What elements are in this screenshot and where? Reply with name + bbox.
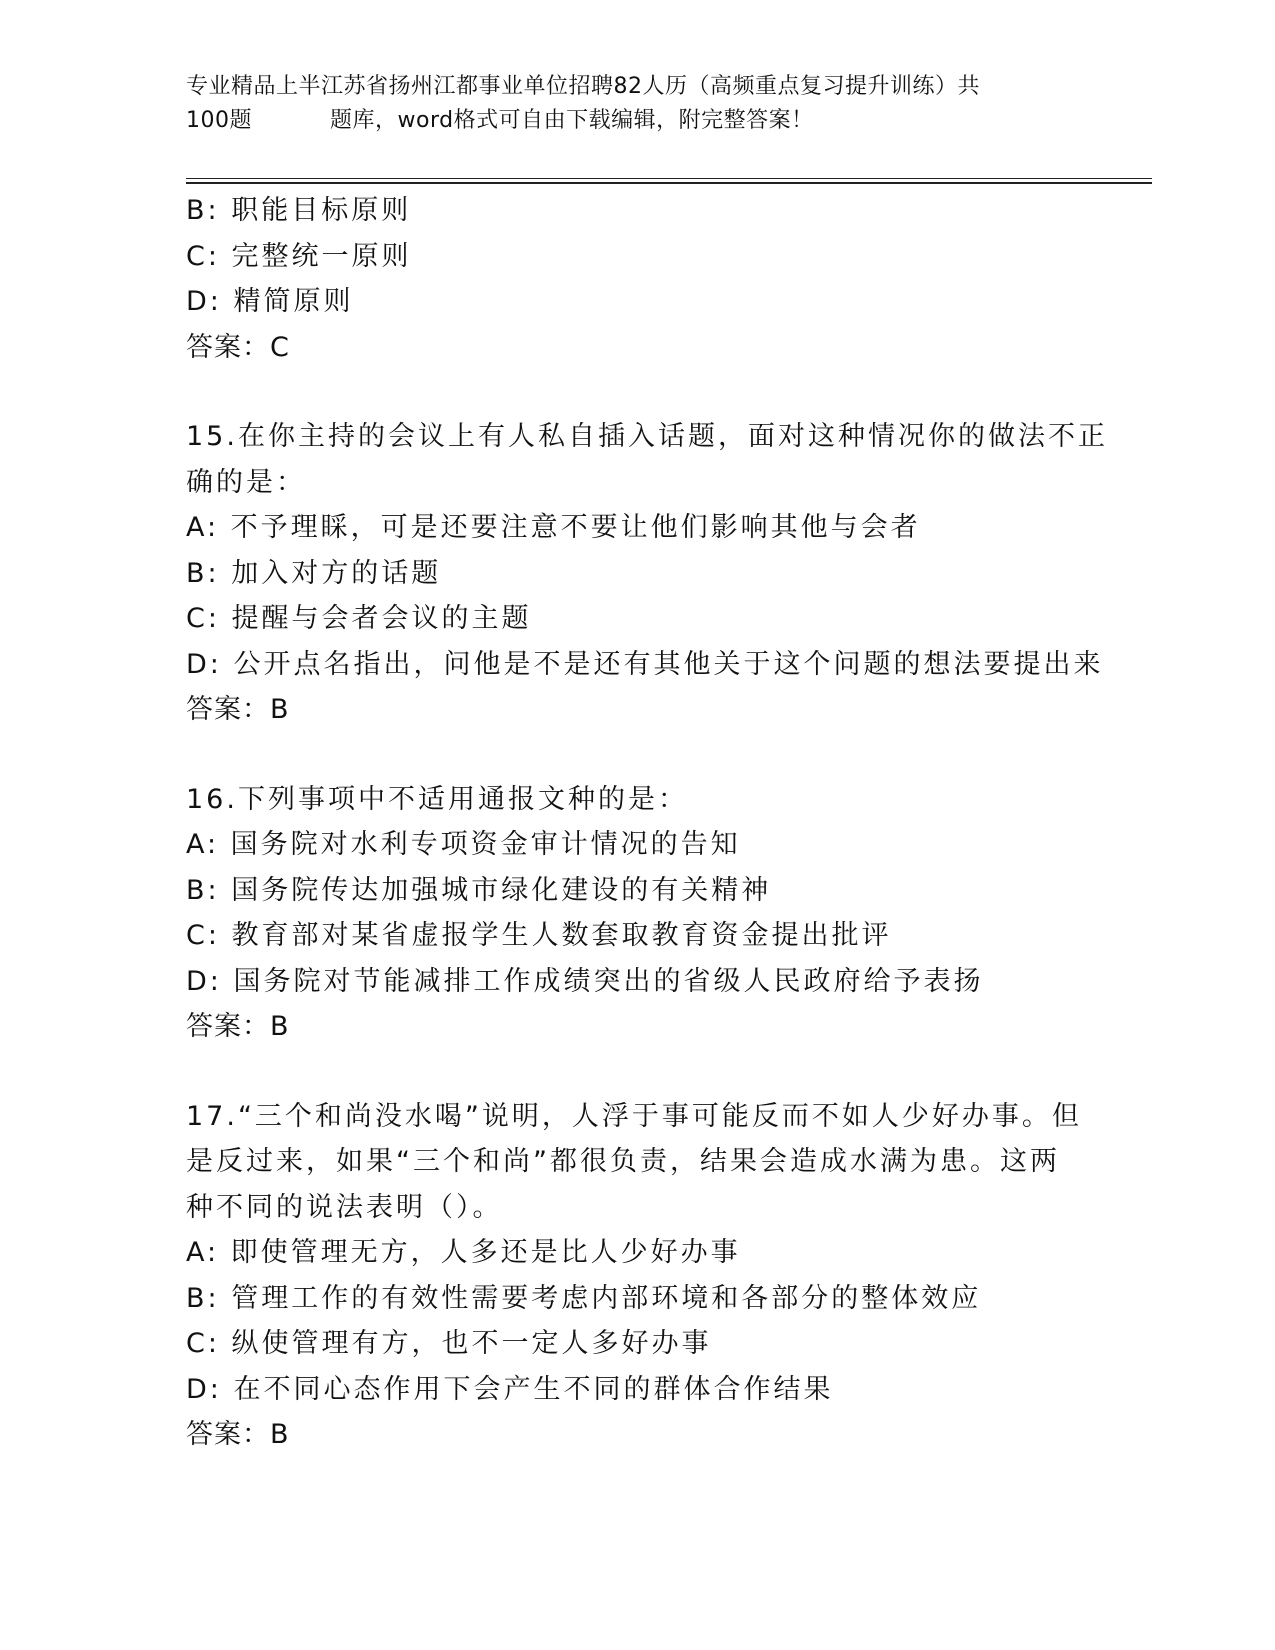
answer-line: 答案：B [186,1419,290,1450]
question-stem-cont: 种不同的说法表明（）。 [186,1191,503,1223]
document-body [186,188,1108,1458]
option-a: A: 即使管理无方，人多还是比人少好办事 [186,1237,741,1268]
option-b: B: 管理工作的有效性需要考虑内部环境和各部分的整体效应 [186,1282,982,1314]
question-stem: 15.在你主持的会议上有人私自插入话题，面对这种情况你的做法不正 [186,421,1108,452]
answer-line: 答案：B [186,1011,290,1042]
option-d: D: 精简原则 [186,286,354,317]
question-stem: 17.“三个和尚没水喝”说明，人浮于事可能反而不如人少好办事。但 [186,1100,1082,1132]
answer-line: 答案：B [186,694,290,725]
answer-line: 答案：C [186,331,290,363]
question-block-16 [186,777,1066,1050]
header-title-line1: 专业精品上半江苏省扬州江都事业单位招聘82人历（高频重点复习提升训练）共 [186,74,980,99]
question-block-15 [186,414,1108,733]
question-stem-cont: 是反过来，如果“三个和尚”都很负责，结果会造成水满为患。这两 [186,1146,1060,1177]
question-block-17 [186,1094,1082,1458]
header-divider-thick [186,182,1152,184]
header-question-count: 100题 [186,108,252,133]
option-d: D: 在不同心态作用下会产生不同的群体合作结果 [186,1373,834,1405]
option-c: C: 提醒与会者会议的主题 [186,603,532,634]
header-subtitle: 题库，word格式可自由下载编辑，附完整答案！ [330,108,814,133]
option-c: C: 完整统一原则 [186,240,412,272]
question-stem: 16.下列事项中不适用通报文种的是： [186,783,688,815]
header-divider-thin [186,178,1152,179]
header-title-line2 [186,104,1066,138]
option-d: D: 公开点名指出，问他是不是还有其他关于这个问题的想法要提出来 [186,648,1104,680]
option-a: A: 不予理睬，可是还要注意不要让他们影响其他与会者 [186,512,921,543]
option-d: D: 国务院对节能减排工作成绩突出的省级人民政府给予表扬 [186,965,984,997]
option-c: C: 教育部对某省虚报学生人数套取教育资金提出批评 [186,920,892,951]
question-stem-cont: 确的是： [186,466,306,498]
option-a: A: 国务院对水利专项资金审计情况的告知 [186,829,741,860]
question-block-prev [186,188,1066,370]
page-header [186,70,1066,138]
option-b: B: 职能目标原则 [186,195,412,226]
option-b: B: 国务院传达加强城市绿化建设的有关精神 [186,874,772,906]
option-b: B: 加入对方的话题 [186,557,442,589]
option-c: C: 纵使管理有方，也不一定人多好办事 [186,1328,712,1359]
